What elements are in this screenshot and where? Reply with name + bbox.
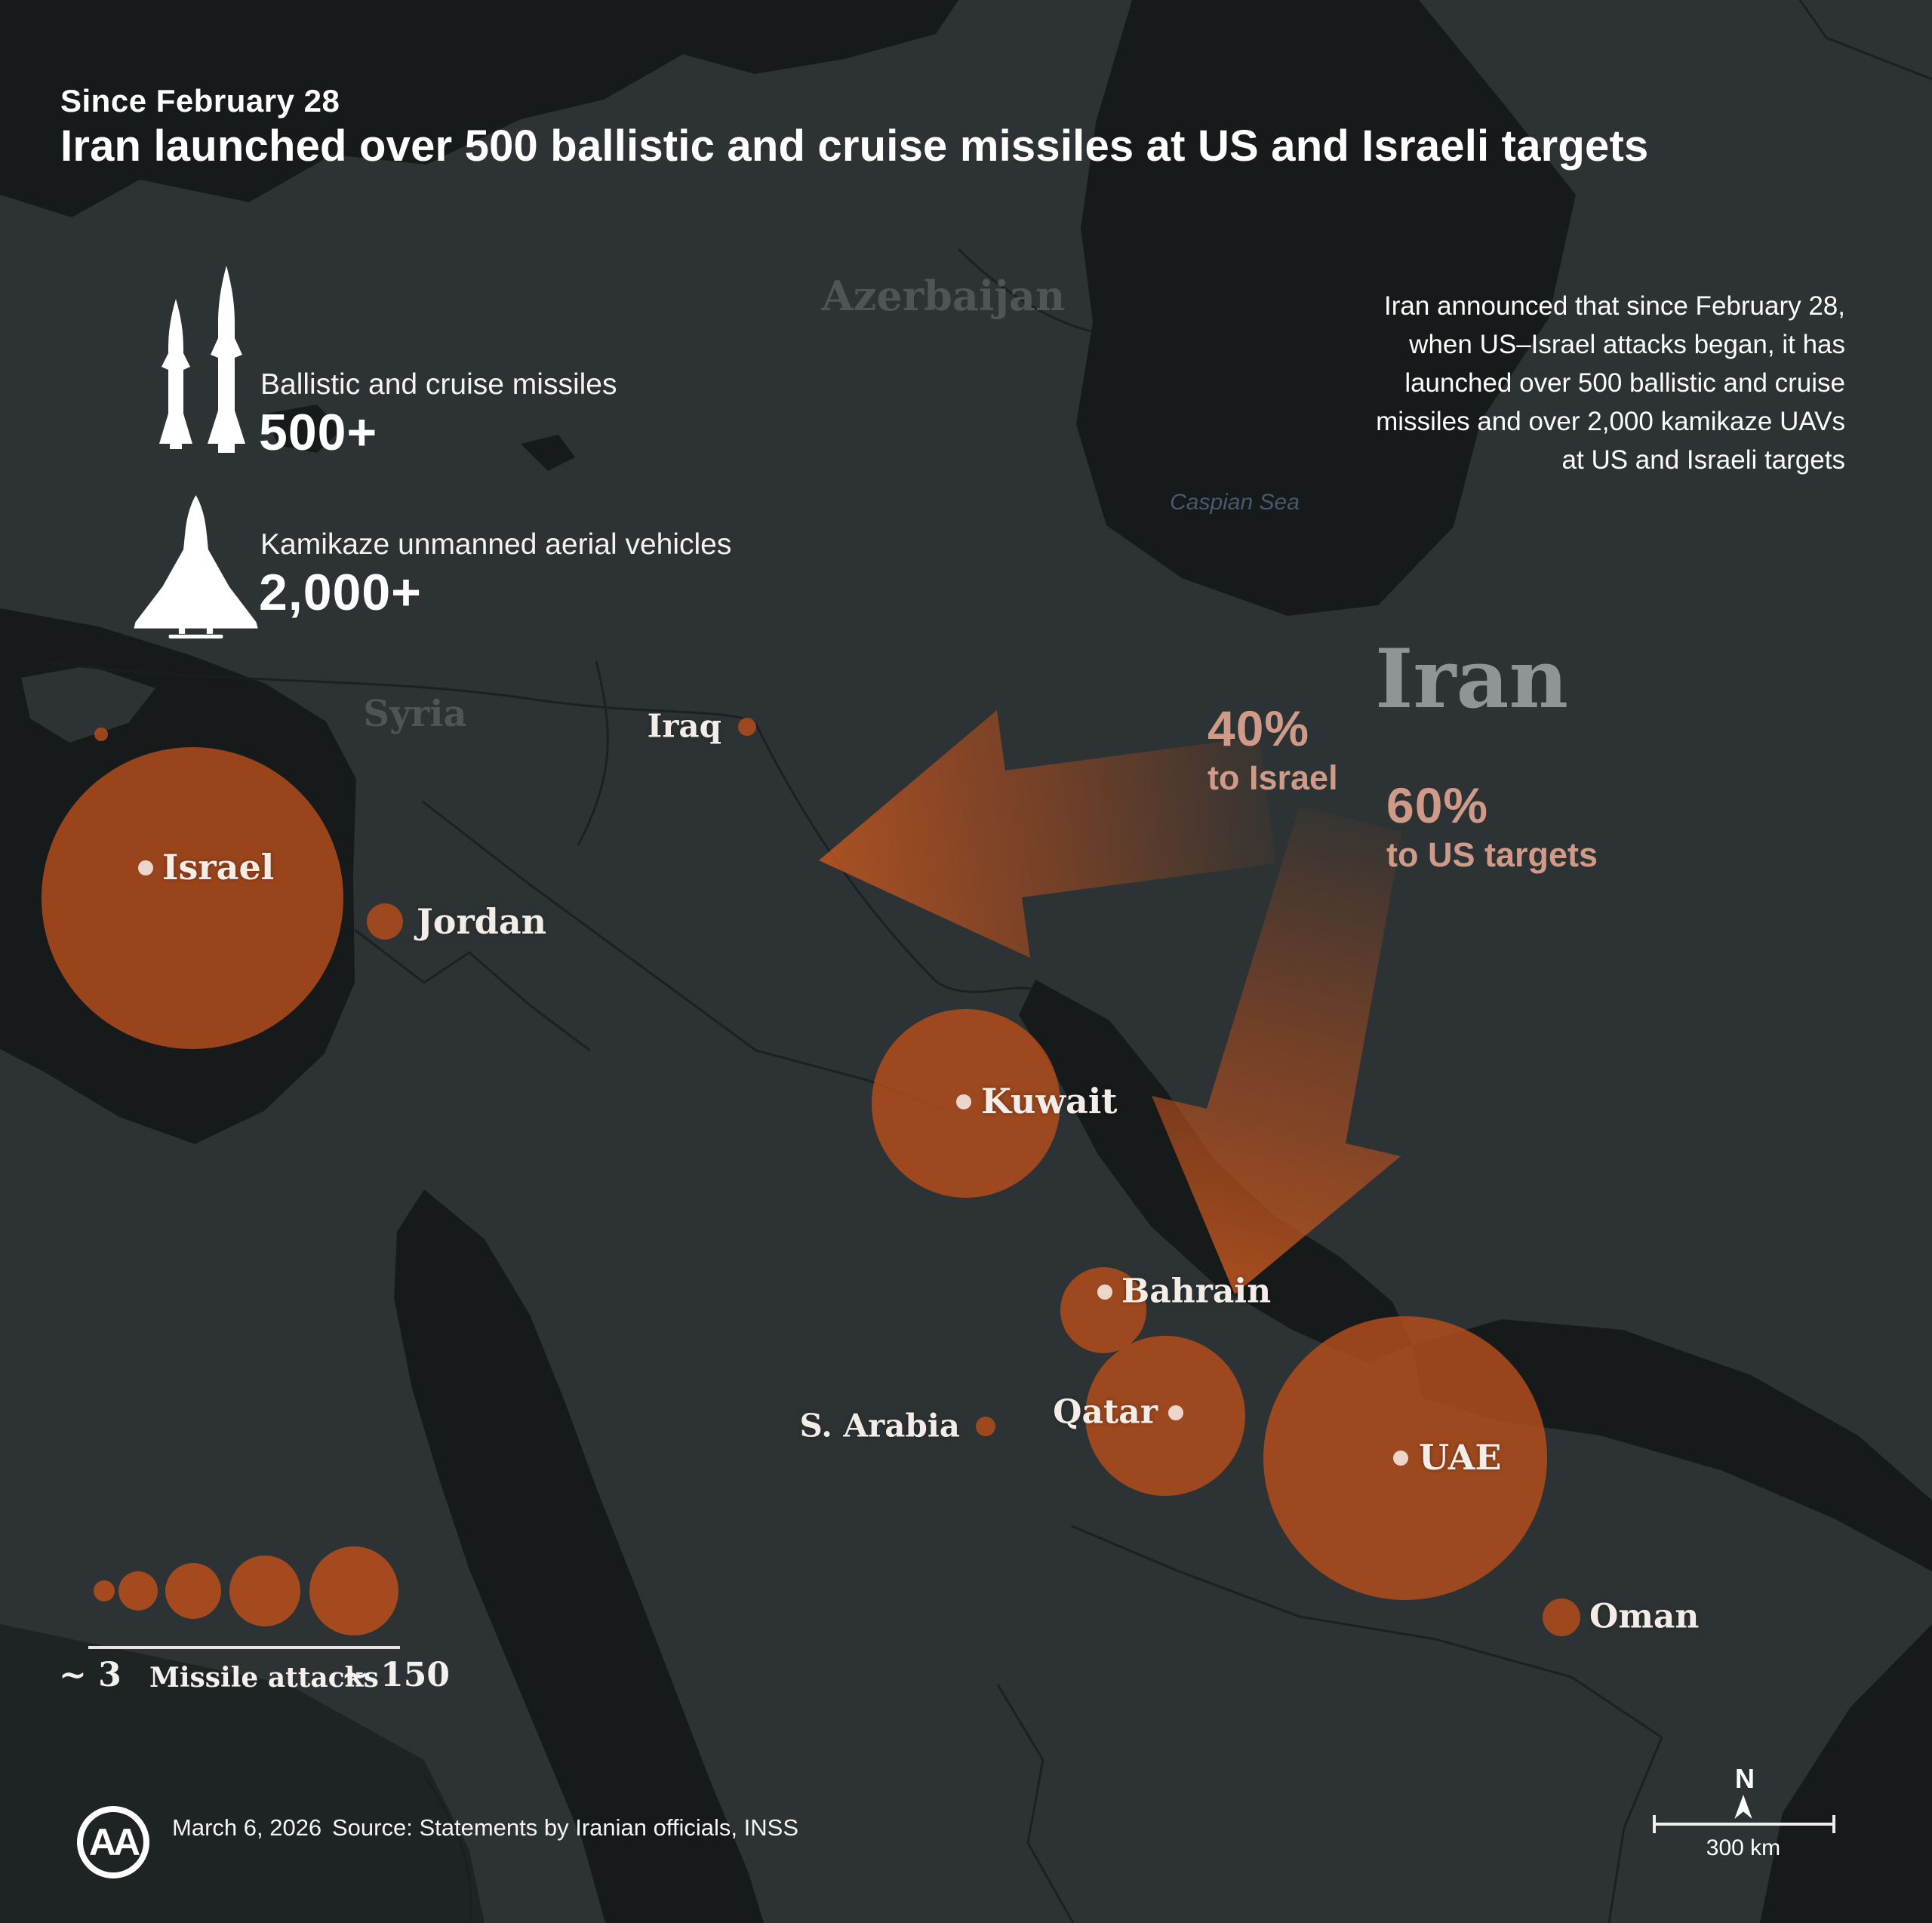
flow-target-to-israel: to Israel bbox=[1208, 758, 1338, 797]
country-label-uae: UAE bbox=[1419, 1436, 1502, 1478]
bubble-israel bbox=[42, 747, 343, 1049]
flow-pct-to-us: 60% bbox=[1386, 777, 1489, 833]
size-legend-title: Missile attacks bbox=[149, 1662, 379, 1694]
region-label-caspian-sea: Caspian Sea bbox=[1170, 490, 1300, 515]
flow-pct-to-israel: 40% bbox=[1208, 700, 1310, 756]
country-label-jordan: Jordan bbox=[417, 900, 547, 942]
size-legend-circle-0 bbox=[94, 1580, 115, 1601]
country-label-qatar: Qatar bbox=[1053, 1392, 1158, 1432]
stat-missiles-label: Ballistic and cruise missiles bbox=[260, 368, 617, 401]
size-legend-line bbox=[88, 1646, 400, 1649]
marker-dot-kuwait bbox=[956, 1094, 971, 1109]
country-label-oman: Oman bbox=[1589, 1597, 1700, 1636]
region-label-iran: Iran bbox=[1375, 632, 1568, 727]
publish-date: March 6, 2026 bbox=[172, 1814, 322, 1841]
page-title: Iran launched over 500 ballistic and cruise missiles at US and Israeli targets bbox=[60, 122, 1649, 171]
bubble-oman bbox=[1543, 1598, 1580, 1636]
bubble-cyprus bbox=[94, 728, 108, 741]
north-label: N bbox=[1735, 1763, 1755, 1794]
missiles-icon bbox=[151, 263, 257, 466]
country-label-iraq: Iraq bbox=[647, 707, 721, 745]
scale-bar bbox=[1651, 1813, 1837, 1835]
source-credit: Source: Statements by Iranian officials, INSS bbox=[332, 1814, 799, 1841]
scale-bar-label: 300 km bbox=[1706, 1835, 1781, 1860]
stat-uavs-label: Kamikaze unmanned aerial vehicles bbox=[260, 528, 732, 561]
svg-text:AA: AA bbox=[88, 1821, 138, 1863]
stat-missiles-value: 500+ bbox=[259, 404, 378, 461]
country-label-bahrain: Bahrain bbox=[1121, 1272, 1272, 1311]
flow-target-to-us: to US targets bbox=[1386, 835, 1598, 874]
bubble-s-arabia bbox=[976, 1417, 995, 1436]
bubble-jordan bbox=[367, 903, 403, 940]
size-legend-max: ~ 150 bbox=[341, 1656, 451, 1694]
marker-dot-uae bbox=[1393, 1451, 1408, 1466]
size-legend-min: ~ 3 bbox=[59, 1656, 122, 1694]
stat-uavs-value: 2,000+ bbox=[259, 564, 422, 621]
marker-dot-bahrain bbox=[1097, 1285, 1112, 1300]
flow-label-to-us bbox=[1386, 777, 1598, 874]
size-legend-circle-1 bbox=[118, 1571, 158, 1611]
bubble-iraq bbox=[738, 718, 756, 736]
size-legend-circle-3 bbox=[229, 1555, 300, 1626]
size-legend-circle-4 bbox=[309, 1546, 398, 1635]
annotation-text: Iran announced that since February 28, when US–Israel attacks began, it has launched over 500 ballistic and cruise missiles and over 2,000 kamikaze UAVs at US and Israeli targets bbox=[1376, 291, 1845, 475]
country-label-israel: Israel bbox=[162, 846, 275, 888]
region-label-syria: Syria bbox=[363, 693, 467, 735]
size-legend-circle-2 bbox=[165, 1563, 221, 1619]
flow-label-to-israel bbox=[1208, 700, 1338, 797]
country-label-s-arabia: S. Arabia bbox=[799, 1407, 960, 1445]
country-label-kuwait: Kuwait bbox=[981, 1080, 1118, 1121]
anadolu-agency-logo bbox=[72, 1801, 155, 1884]
region-label-azerbaijan: Azerbaijan bbox=[821, 272, 1066, 320]
marker-dot-israel bbox=[138, 860, 153, 875]
marker-dot-qatar bbox=[1168, 1405, 1183, 1420]
kicker: Since February 28 bbox=[60, 83, 340, 118]
drone-icon bbox=[130, 492, 262, 639]
